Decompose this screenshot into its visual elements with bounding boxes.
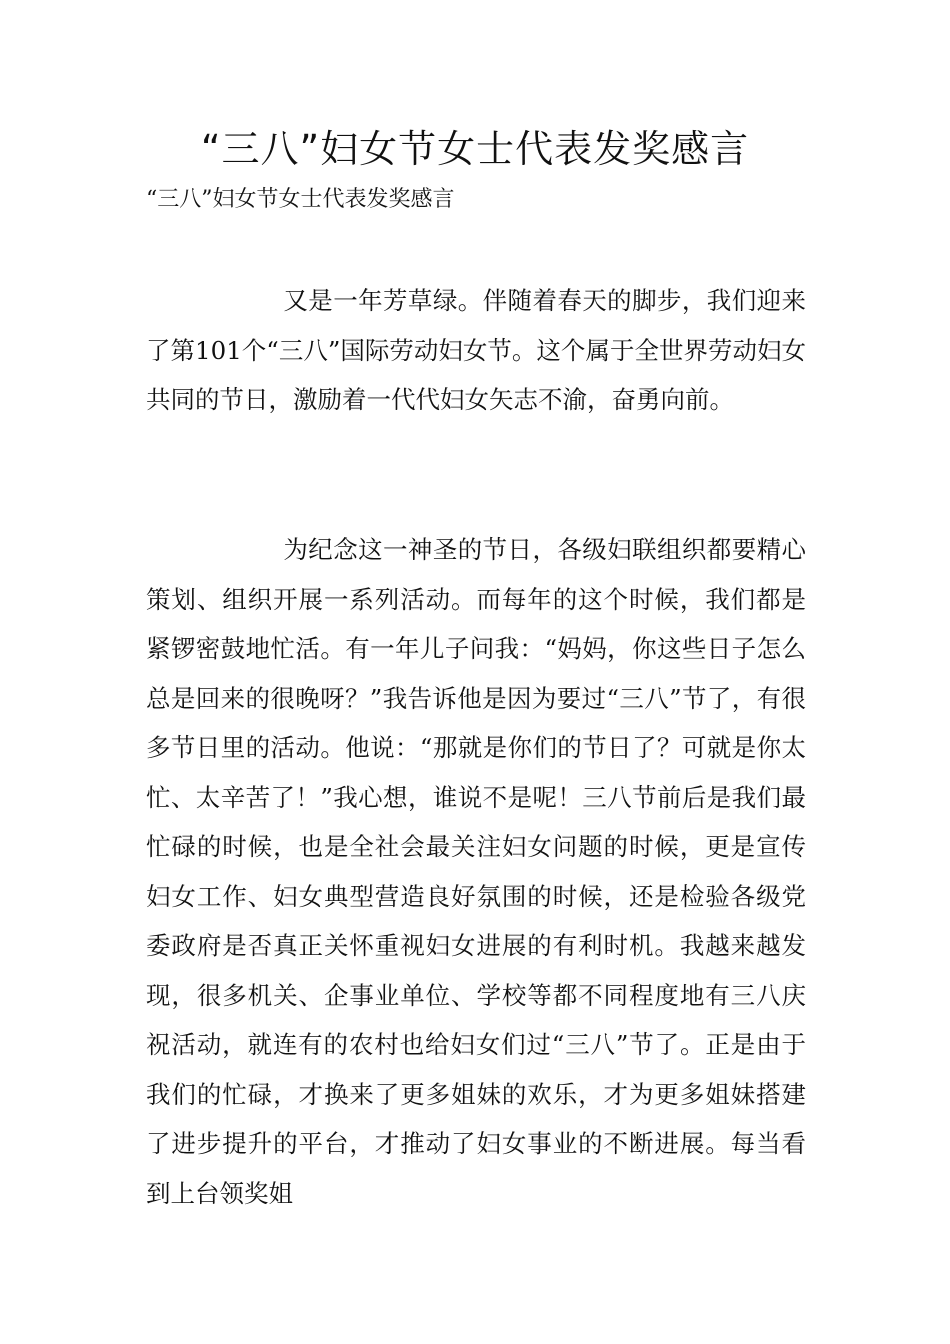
document-subtitle: “三八”妇女节女士代表发奖感言 — [146, 187, 455, 212]
paragraph — [146, 525, 806, 1218]
paragraph-text: 又是一年芳草绿。伴随着春天的脚步，我们迎来了第101个“三八”国际劳动妇女节。这个属于全世界劳动妇女共同的节日，激励着一代代妇女矢志不渝，奋勇向前。 — [146, 286, 806, 414]
document-title: “三八”妇女节女士代表发奖感言 — [200, 127, 750, 171]
paragraph-text: 为纪念这一神圣的节日，各级妇联组织都要精心策划、组织开展一系列活动。而每年的这个时候，我们都是紧锣密鼓地忙活。有一年儿子问我：“妈妈，你这些日子怎么总是回来的很晚呀？”我告诉他是因为要过“三八”节了，有很多节日里的活动。他说：“那就是你们的节日了？可就是你太忙、太辛苦了！”我心想，谁说不是呢！三八节前后是我们最忙碌的时候，也是全社会最关注妇女问题的时候，更是宣传妇女工作、妇女典型营造良好氛围的时候，还是检验各级党委政府是否真正关怀重视妇女进展的有利时机。我越来越发现，很多机关、企事业单位、学校等都不同程度地有三八庆祝活动，就连有的农村也给妇女们过“三八”节了。正是由于我们的忙碌，才换来了更多姐妹的欢乐，才为更多姐妹搭建了进步提升的平台，才推动了妇女事业的不断进展。每当看到上台领奖姐 — [146, 535, 806, 1208]
paragraph — [146, 276, 806, 425]
